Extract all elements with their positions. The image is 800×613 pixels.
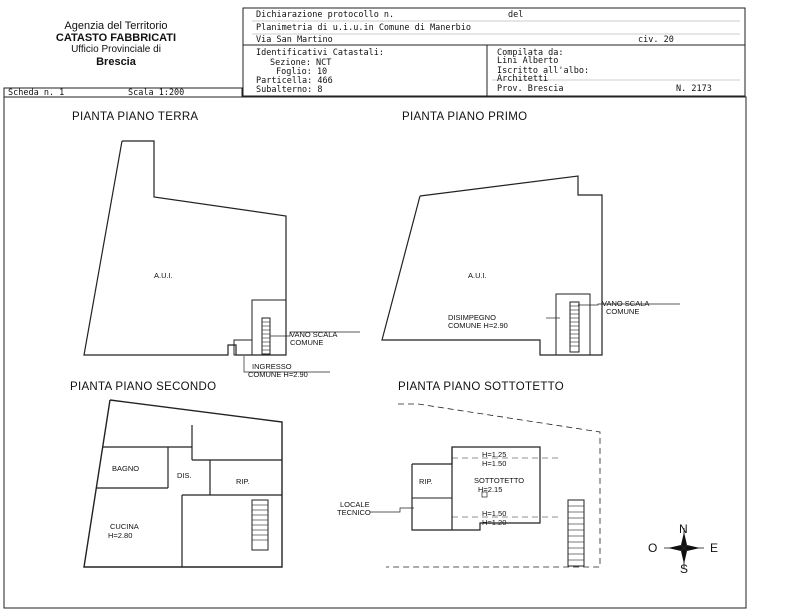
cucina-label-1: CUCINA — [110, 522, 139, 531]
compass-s: S — [680, 562, 689, 576]
vano-scala-terra-2: COMUNE — [290, 338, 324, 347]
cadastral-title: Identificativi Catastali: — [256, 48, 384, 58]
protocol-label: Dichiarazione protocollo n. — [256, 10, 395, 20]
rip-secondo-label: RIP. — [236, 477, 250, 486]
cucina-label-2: H=2.80 — [108, 531, 133, 540]
civic-number: civ. 20 — [638, 35, 674, 45]
plan-title-primo: PIANTA PIANO PRIMO — [402, 111, 528, 123]
h150a-label: H=1.50 — [482, 459, 507, 468]
ingresso-label-1: INGRESSO — [252, 362, 292, 371]
albo: Architetti — [497, 74, 549, 84]
subalterno: Subalterno: 8 — [256, 85, 323, 95]
h125-label: H=1.25 — [482, 450, 507, 459]
scale: Scala 1:200 — [128, 88, 185, 98]
locale-tecnico-1: LOCALE — [340, 500, 370, 509]
plan-title-terra: PIANTA PIANO TERRA — [72, 111, 199, 123]
sottotetto-label-2: H=2.15 — [478, 485, 503, 494]
agency-name: Agenzia del Territorio — [64, 20, 168, 32]
ingresso-label-2: COMUNE H=2.90 — [248, 370, 308, 379]
compass-n: N — [679, 522, 688, 536]
agency-catasto: CATASTO FABBRICATI — [55, 32, 177, 44]
agency-office: Ufficio Provinciale di — [71, 44, 161, 55]
aui-terra-label: A.U.I. — [154, 271, 173, 280]
disimpegno-1: DISIMPEGNO — [448, 313, 496, 322]
disimpegno-2: COMUNE H=2.90 — [448, 321, 508, 330]
h120-label: H=1.20 — [482, 518, 507, 527]
rip-sottotetto-label: RIP. — [419, 477, 433, 486]
compass-o: O — [648, 541, 658, 555]
sottotetto-label-1: SOTTOTETTO — [474, 476, 525, 485]
foglio: Foglio: 10 — [276, 67, 328, 77]
sezione: Sezione: NCT — [270, 58, 332, 68]
h150b-label: H=1.50 — [482, 509, 507, 518]
albo-label: Iscritto all'albo: — [497, 66, 590, 76]
street: Via San Martino — [256, 35, 333, 45]
plan-line: Planimetria di u.i.u.in Comune di Manerbio — [256, 23, 471, 33]
vano-scala-primo-2: COMUNE — [606, 307, 640, 316]
dis-label: DIS. — [177, 471, 192, 480]
scheda-number: Scheda n. 1 — [8, 88, 65, 98]
registration-number: N. 2173 — [676, 84, 712, 94]
aui-primo-label: A.U.I. — [468, 271, 487, 280]
compiler-label: Compilata da: — [497, 48, 564, 58]
particella: Particella: 466 — [256, 76, 333, 86]
vano-scala-terra-1: VANO SCALA — [290, 330, 338, 339]
compiler-name: Lini Alberto — [497, 56, 559, 66]
plan-title-sottotetto: PIANTA PIANO SOTTOTETTO — [398, 381, 565, 393]
bagno-label: BAGNO — [112, 464, 140, 473]
province: Prov. Brescia — [497, 84, 564, 94]
protocol-del: del — [508, 10, 524, 20]
plan-title-secondo: PIANTA PIANO SECONDO — [70, 381, 217, 393]
compass-e: E — [710, 541, 719, 555]
vano-scala-primo-1: VANO SCALA — [602, 299, 650, 308]
agency-block — [8, 20, 224, 69]
agency-city: Brescia — [96, 56, 136, 68]
locale-tecnico-2: TECNICO — [337, 508, 371, 517]
